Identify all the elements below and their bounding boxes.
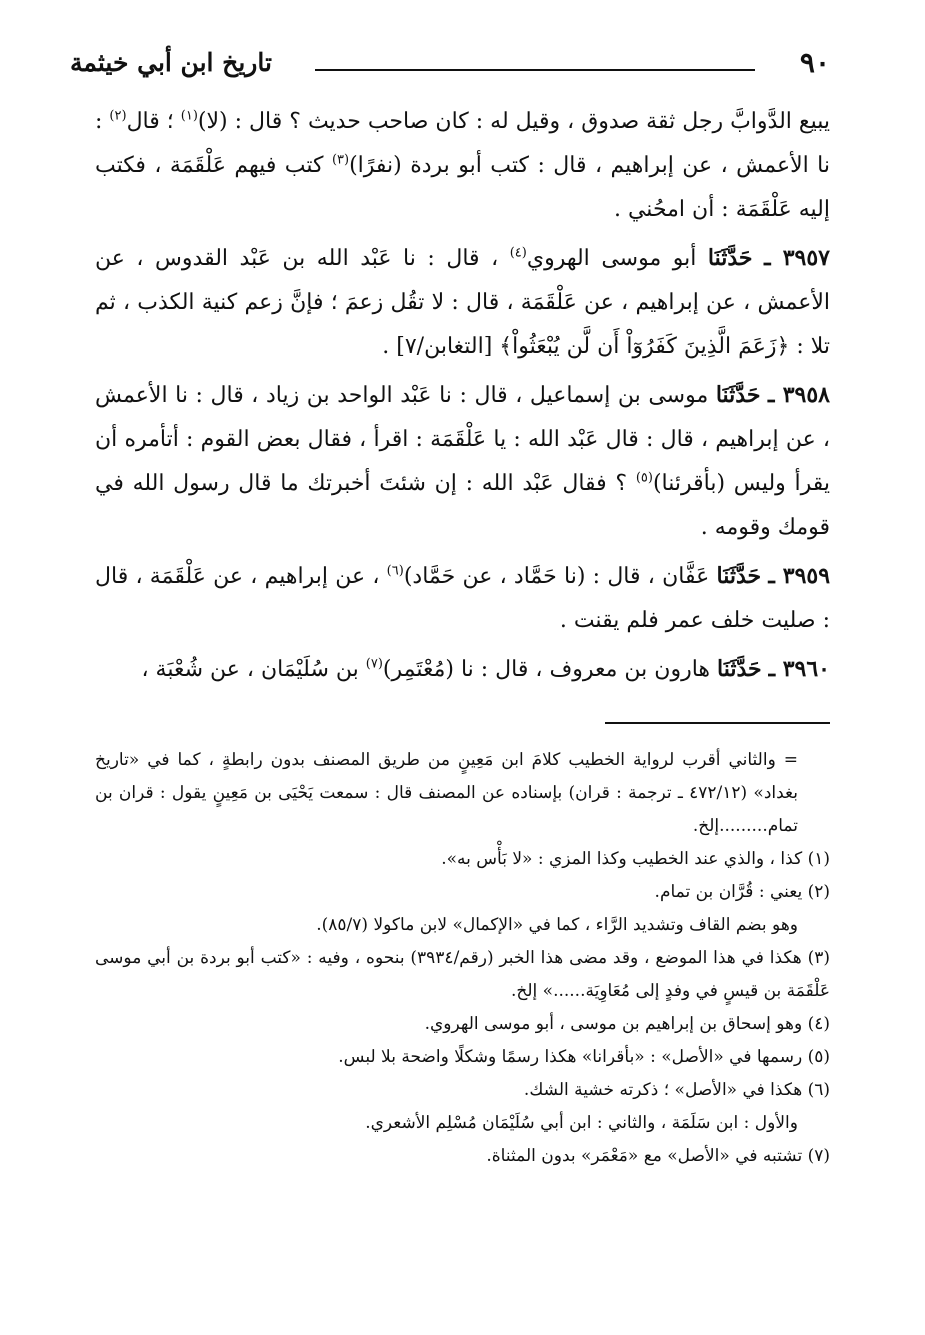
hadith-text-a: موسى بن إسماعيل ، قال : نا عَبْد الواحد بن زياد ، قال : نا الأعمش ، عن إبراهيم ، قال : قال عَبْد الله : يا عَلْقَمَة : اقرأ ، فقال بعض القوم : أتأمره أن يقرأ وليس (بأقرئنا) bbox=[95, 383, 831, 496]
footnote-rule bbox=[605, 722, 830, 724]
haddathana-word: حَدَّثَنَا bbox=[716, 563, 762, 589]
hadith-3957 bbox=[95, 236, 830, 369]
footnote-2-continuation: وهو بضم القاف وتشديد الرَّاء ، كما في «الإكمال» لابن ماكولا (٨٥/٧). bbox=[316, 915, 798, 935]
page-header bbox=[70, 44, 830, 94]
haddathana-word: حَدَّثَنَا bbox=[717, 656, 762, 682]
note-ref-3: (٣) bbox=[331, 152, 350, 168]
hadith-text-b: ، عن إبراهيم ، عن عَلْقَمَة ، قال : صليت خلف عمر فلم يقنت . bbox=[95, 564, 830, 633]
opening-text-c: : نا الأعمش ، عن إبراهيم ، قال : كتب أبو بردة (نفرًا) bbox=[95, 109, 830, 178]
note-ref-2: (٢) bbox=[109, 108, 127, 124]
hadith-text-a: هارون بن معروف ، قال : نا (مُعْتَمِر) bbox=[382, 657, 717, 682]
footnote-7: (٧) تشتبه في «الأصل» مع «مَعْمَر» بدون المثناة. bbox=[486, 1146, 830, 1166]
hadith-text-a: أبو موسى الهروي bbox=[526, 246, 708, 271]
hadith-text-a: عَفَّان ، قال : (نا حَمَّاد ، عن حَمَّاد) bbox=[403, 564, 717, 589]
footnote-2: (٢) يعني : قُرَّان بن تمام. bbox=[654, 882, 830, 902]
footnote-6-continuation: والأول : ابن سَلَمَة ، والثاني : ابن أبي سُلَيْمَان مُسْلِم الأشعري. bbox=[365, 1113, 798, 1133]
hadith-3960 bbox=[95, 647, 830, 692]
opening-text-a: يبيع الدَّوابَّ رجل ثقة صدوق ، وقيل له : كان صاحب حديث ؟ قال : (لا) bbox=[197, 109, 831, 134]
opening-paragraph bbox=[95, 100, 830, 232]
note-ref-6: (٦) bbox=[386, 563, 404, 579]
opening-text-d: كتب فيهم عَلْقَمَة ، فكتب إليه عَلْقَمَة : أن امحُني . bbox=[95, 153, 830, 222]
footnote-continuation: = والثاني أقرب لرواية الخطيب كلامَ ابن مَعِينٍ من طريق المصنف بدون رابطةٍ ، كما في «تاريخ بغداد» (٤٧٢/١٢ ـ ترجمة : قران) بإسناده عن المصنف قال : سمعت يَحْيَى بن مَعِينٍ يقول : قران بن تمام.........إلخ. bbox=[95, 750, 798, 836]
main-text bbox=[95, 100, 830, 692]
footnote-6: (٦) هكذا في «الأصل» ؛ ذكرته خشية الشك. bbox=[523, 1080, 830, 1100]
hadith-text-b: بن سُلَيْمَان ، عن شُعْبَة ، bbox=[141, 657, 366, 682]
hadith-text-b: ، قال : نا عَبْد الله بن عَبْد القدوس ، عن الأعمش ، عن إبراهيم ، عن عَلْقَمَة ، قال : لا تقُل زعمَ ؛ فإنَّ زعم كنية الكذب ، ثم تلا : ﴿زَعَمَ الَّذِينَ كَفَرُوٓاْ أَن لَّن يُبْعَثُواْ﴾ [التغابن/٧] . bbox=[95, 246, 830, 359]
note-ref-7: (٧) bbox=[365, 656, 383, 672]
note-ref-1: (١) bbox=[180, 108, 198, 124]
hadith-text-b: ؟ فقال عَبْد الله : إن شئتَ أخبرتك ما قال رسول الله في قومك وقومه . bbox=[95, 471, 830, 540]
footnote-3: (٣) هكذا في هذا الموضع ، وقد مضى هذا الخبر (رقم/٣٩٣٤) بنحوه ، وفيه : «كتب أبو بردة بن أبي موسى عَلْقَمَة بن قيسٍ في وفدٍ إلى مُعَاوِيَة......» إلخ. bbox=[95, 948, 830, 1001]
hadith-number: ٣٩٥٨ ـ bbox=[768, 382, 830, 408]
note-ref-5: (٥) bbox=[635, 470, 653, 486]
page-number: ٩٠ bbox=[799, 46, 830, 79]
hadith-3959 bbox=[95, 554, 830, 643]
header-rule bbox=[315, 69, 755, 71]
note-ref-4: (٤) bbox=[509, 245, 527, 261]
haddathana-word: حَدَّثَنَا bbox=[707, 245, 753, 271]
opening-text-b: ؛ قال bbox=[126, 109, 181, 134]
footnote-1: (١) كذا ، والذي عند الخطيب وكذا المزي : «لا بَأْس به». bbox=[441, 849, 830, 869]
hadith-3958 bbox=[95, 373, 830, 550]
hadith-number: ٣٩٥٧ ـ bbox=[764, 245, 830, 271]
running-title: تاريخ ابن أبي خيثمة bbox=[70, 48, 272, 77]
haddathana-word: حَدَّثَنَا bbox=[715, 382, 761, 408]
footnote-4: (٤) وهو إسحاق بن إبراهيم بن موسى ، أبو موسى الهروي. bbox=[424, 1014, 830, 1034]
hadith-number: ٣٩٦٠ ـ bbox=[768, 656, 830, 682]
footnote-5: (٥) رسمها في «الأصل» : «بأقرانا» هكذا رسمًا وشكلًا واضحة بلا لبس. bbox=[338, 1047, 830, 1067]
hadith-number: ٣٩٥٩ ـ bbox=[768, 563, 831, 589]
footnotes bbox=[95, 744, 830, 1173]
